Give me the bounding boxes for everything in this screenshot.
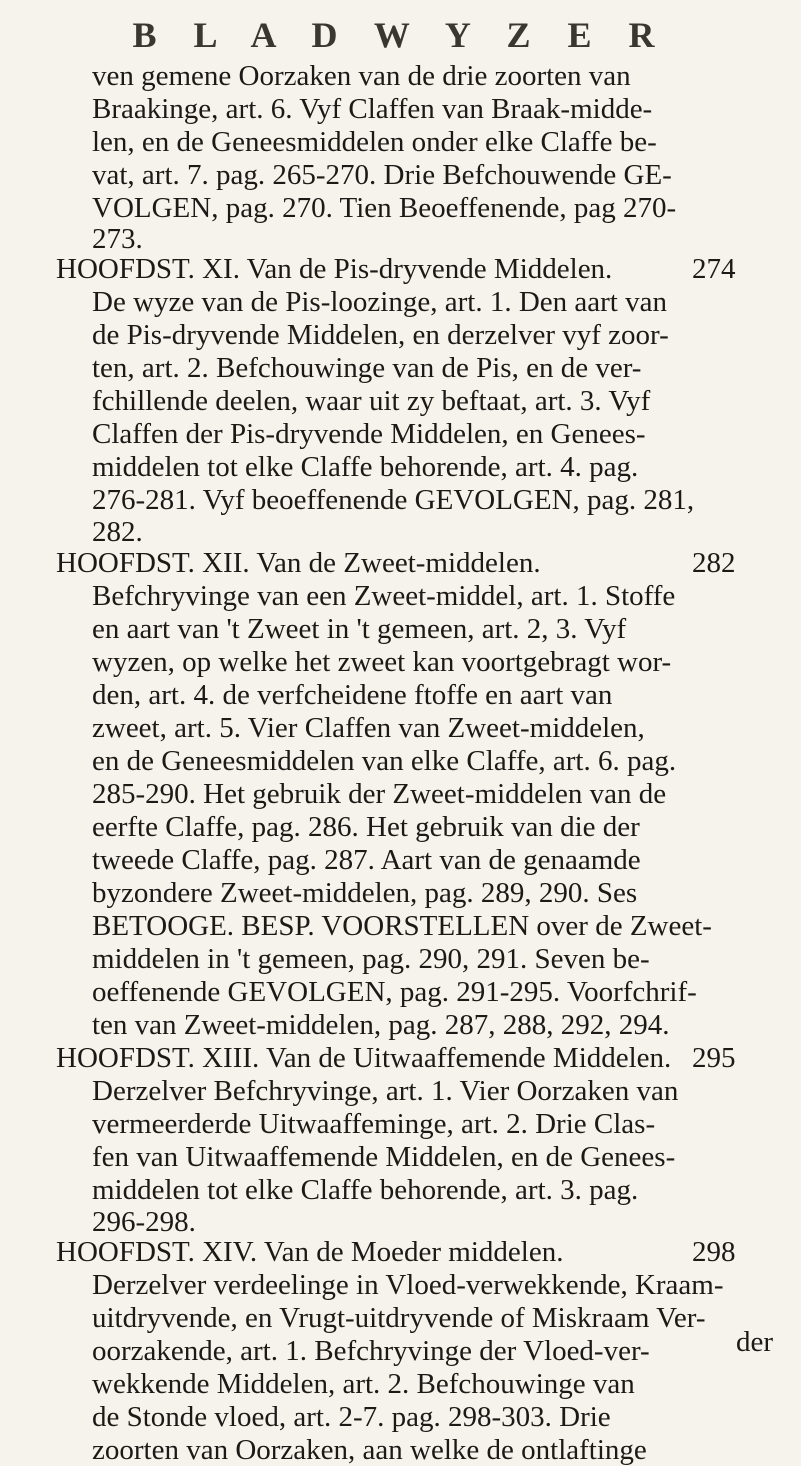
index-line [92,484,694,516]
line-text: Derzelver verdeelinge in Vloed-verwekkende, Kraam- [92,1269,724,1301]
line-text: de Stonde vloed, art. 2-7. pag. 298-303. Drie [92,1401,611,1433]
chapter-heading [56,1236,736,1268]
line-text: zweet, art. 5. Vier Claffen van Zweet-middelen, [92,712,645,744]
line-text: De wyze van de Pis-loozinge, art. 1. Den aart van [92,286,667,318]
chapter-heading [56,1042,736,1074]
line-text: Befchryvinge van een Zweet-middel, art. 1. Stoffe [92,580,676,612]
index-line [92,319,669,351]
index-line [92,646,671,678]
index-line [92,60,631,92]
line-text: 273. [92,223,143,255]
index-line [92,1269,724,1301]
line-text: 276-281. Vyf beoeffenende GEVOLGEN, pag. 281, [92,484,695,516]
index-line [92,385,650,417]
line-text: middelen in 't gemeen, pag. 290, 291. Seven be- [92,943,650,975]
index-line [92,910,712,942]
line-text: middelen tot elke Claffe behorende, art. 4. pag. [92,451,639,483]
index-line [92,613,626,645]
chapter-heading [56,547,736,579]
line-text: uitdryvende, en Vrugt-uitdryvende of Miskraam Ver- [92,1302,706,1334]
line-text: VOLGEN, pag. 270. Tien Beoeffenende, pag 270- [92,192,677,224]
line-text: Claffen der Pis-dryvende Middelen, en Genees- [92,418,646,450]
line-text: en de Geneesmiddelen van elke Claffe, art. 6. pag. [92,745,677,777]
line-text: oorzakende, art. 1. Befchryvinge der Vloed-ver- [92,1335,650,1367]
line-text: HOOFDST. XIII. Van de Uitwaaffemende Middelen. [56,1042,672,1074]
index-line [92,1009,669,1041]
line-text: byzondere Zweet-middelen, pag. 289, 290. Ses [92,877,638,909]
index-line [92,1368,635,1400]
index-line [92,1302,706,1334]
index-line [92,223,143,255]
index-line [92,712,645,744]
line-text: tweede Claffe, pag. 287. Aart van de genaamde [92,844,641,876]
index-line [92,192,676,224]
index-line [92,352,641,384]
index-line [92,159,672,191]
chapter-heading [56,253,736,285]
index-line [92,1335,650,1367]
index-line [92,93,652,125]
index-line [92,516,143,548]
index-line [92,844,641,876]
index-line [92,679,612,711]
index-line [92,580,675,612]
line-text: HOOFDST. XIV. Van de Moeder middelen. [56,1236,564,1268]
line-text: en aart van 't Zweet in 't gemeen, art. 2, 3. Vyf [92,613,627,645]
line-text: fen van Uitwaaffemende Middelen, en de Genees- [92,1141,676,1173]
line-text: wyzen, op welke het zweet kan voortgebragt wor- [92,646,672,678]
index-line [92,286,667,318]
line-text: vat, art. 7. pag. 265-270. Drie Befchouwende GE- [92,159,672,191]
index-line [92,1434,647,1466]
line-text: ven gemene Oorzaken van de drie zoorten van [92,60,631,92]
index-line [92,943,650,975]
catchword: der [736,1326,774,1358]
line-text: HOOFDST. XI. Van de Pis-dryvende Middelen. [56,253,613,285]
line-text: ten, art. 2. Befchouwinge van de Pis, en de ver- [92,352,642,384]
index-line [92,1401,611,1433]
index-line [92,1075,678,1107]
index-line [92,745,676,777]
line-text: 285-290. Het gebruik der Zweet-middelen van de [92,778,667,810]
index-line [92,1141,675,1173]
line-text: ten van Zweet-middelen, pag. 287, 288, 292, 294. [92,1009,670,1041]
line-text: Braakinge, art. 6. Vyf Claffen van Braak-midde- [92,93,653,125]
index-line [92,451,638,483]
index-line [92,418,646,450]
running-head: B L A D W Y Z E R [132,15,669,55]
index-line [92,778,666,810]
index-line [92,877,637,909]
line-text: Derzelver Befchryvinge, art. 1. Vier Oorzaken van [92,1075,679,1107]
line-text: eerfte Claffe, pag. 286. Het gebruik van die der [92,811,640,843]
line-text: middelen tot elke Claffe behorende, art. 3. pag. [92,1174,639,1206]
line-text: oeffenende GEVOLGEN, pag. 291-295. Voorfchrif- [92,976,697,1008]
line-text: den, art. 4. de verfcheidene ftoffe en aart van [92,679,613,711]
index-line [92,1174,638,1206]
page-number: 282 [692,547,736,579]
line-text: 282. [92,516,143,548]
line-text: 296-298. [92,1206,196,1238]
line-text: HOOFDST. XII. Van de Zweet-middelen. [56,547,541,579]
page-number: 274 [692,253,736,285]
line-text: vermeerderde Uitwaaffeminge, art. 2. Drie Clas- [92,1108,656,1140]
page-number: 298 [692,1236,736,1268]
index-line [92,1108,655,1140]
line-text: len, en de Geneesmiddelen onder elke Claffe be- [92,126,657,158]
index-line [92,811,640,843]
page-number: 295 [692,1042,736,1074]
line-text: zoorten van Oorzaken, aan welke de ontlaftinge [92,1434,647,1466]
index-line [92,1206,196,1238]
index-line [92,976,697,1008]
line-text: BETOOGE. BESP. VOORSTELLEN over de Zweet- [92,910,712,942]
index-line [92,126,657,158]
line-text: wekkende Middelen, art. 2. Befchouwinge van [92,1368,635,1400]
line-text: de Pis-dryvende Middelen, en derzelver vyf zoor- [92,319,669,351]
line-text: fchillende deelen, waar uit zy beftaat, art. 3. Vyf [92,385,651,417]
